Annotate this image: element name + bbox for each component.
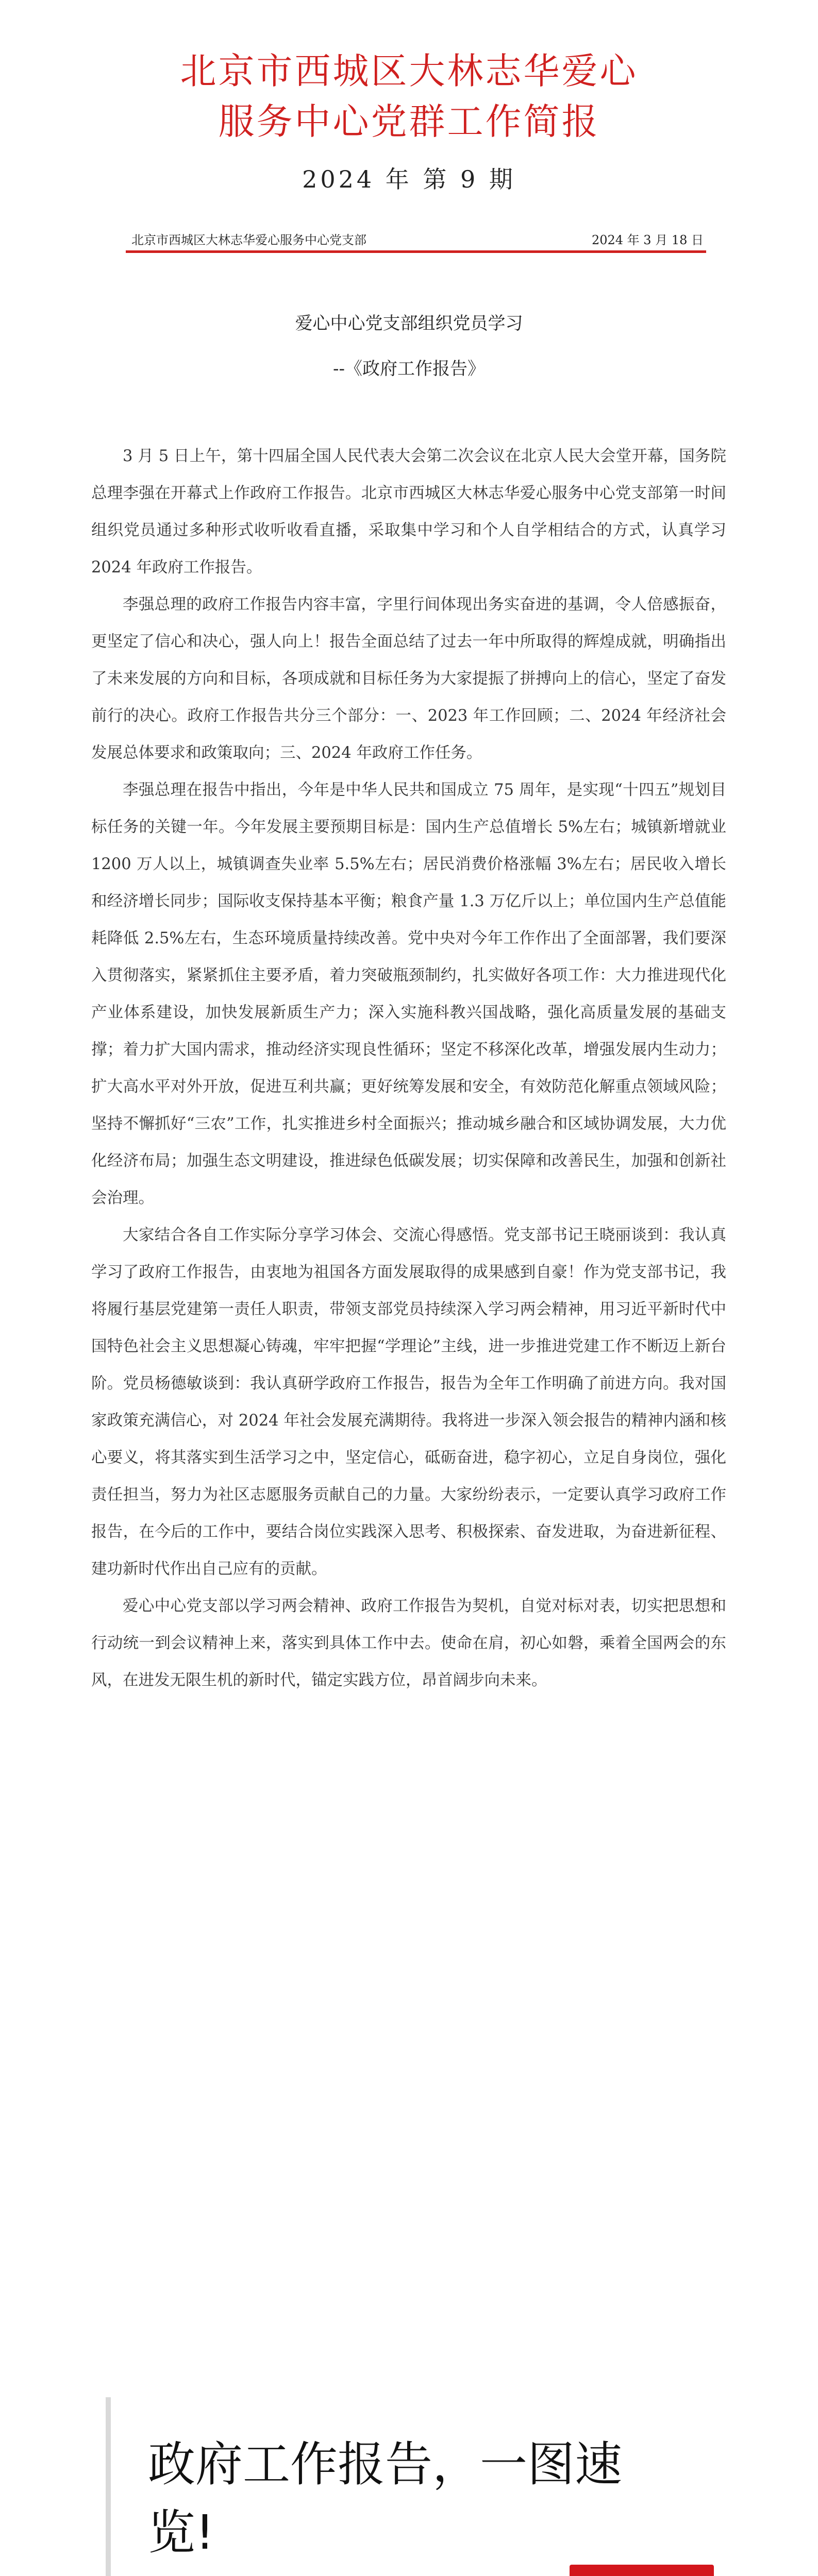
article-title: 爱心中心党支部组织党员学习: [295, 313, 523, 334]
masthead-title-line1: 北京市西城区大林志华爱心: [180, 50, 638, 92]
article-paragraph: 大家结合各自工作实际分享学习体会、交流心得感悟。党支部书记王晓丽谈到：我认真学习了政府工作报告，由衷地为祖国各方面发展取得的成果感到自豪！作为党支部书记，我将履行基层党建第一责任人职责，带领支部党员持续深入学习两会精神，用习近平新时代中国特色社会主义思想凝心铸魂，牢牢把握“学理论”主线，进一步推进党建工作不断迈上新台阶。党员杨德敏谈到：我认真研学政府工作报告，报告为全年工作明确了前进方向。我对国家政策充满信心，对 2024 年社会发展充满期待。我将进一步深入领会报告的精神内涵和核心要义，将其落实到生活学习之中，坚定信心，砥砺奋进，稳字初心，立足自身岗位，强化责任担当，努力为社区志愿服务贡献自己的力量。大家纷纷表示，一定要认真学习政府工作报告，在今后的工作中，要结合岗位实践深入思考、积极探索、奋发进取，为奋进新征程、建功新时代作出自己应有的贡献。: [91, 1226, 726, 1578]
article-paragraph: 李强总理在报告中指出，今年是中华人民共和国成立 75 周年，是实现“十四五”规划目标任务的关键一年。今年发展主要预期目标是：国内生产总值增长 5%左右；城镇新增就业 1200 万人以上，城镇调查失业率 5.5%左右；居民消费价格涨幅 3%左右；居民收入增长和经济增长同步；国际收支保持基本平衡；粮食产量 1.3 万亿斤以上；单位国内生产总值能耗降低 2.5%左右，生态环境质量持续改善。党中央对今年工作作出了全面部署，我们要深入贯彻落实，紧紧抓住主要矛盾，着力突破瓶颈制约，扎实做好各项工作：大力推进现代化产业体系建设，加快发展新质生产力；深入实施科教兴国战略，强化高质量发展的基础支撑；着力扩大国内需求，推动经济实现良性循环；坚定不移深化改革，增强发展内生动力；扩大高水平对外开放，促进互利共赢；更好统筹发展和安全，有效防范化解重点领域风险；坚持不懈抓好“三农”工作，扎实推进乡村全面振兴；推动城乡融合和区域协调发展，大力优化经济布局；加强生态文明建设，推进绿色低碳发展；切实保障和改善民生，加强和创新社会治理。: [91, 781, 726, 1207]
article-paragraph: 爱心中心党支部以学习两会精神、政府工作报告为契机，自觉对标对表，切实把思想和行动统一到会议精神上来，落实到具体工作中去。使命在肩，初心如磐，乘着全国两会的东风，在进发无限生机的新时代，锚定实践方位，昂首阔步向未来。: [91, 1597, 726, 1689]
issuing-organization: 北京市西城区大林志华爱心服务中心党支部: [131, 233, 366, 247]
article-paragraph: 李强总理的政府工作报告内容丰富，字里行间体现出务实奋进的基调，令人倍感振奋，更坚定了信心和决心，强人向上！报告全面总结了过去一年中所取得的辉煌成就，明确指出了未来发展的方向和目标，各项成就和目标任务为大家提振了拼搏向上的信心，坚定了奋发前行的决心。政府工作报告共分三个部分：一、2023 年工作回顾；二、2024 年经济社会发展总体要求和政策取向；三、2024 年政府工作任务。: [91, 596, 726, 762]
two-sessions-badge: [570, 2565, 714, 2576]
issue-number: 2024 年 第 9 期: [302, 165, 516, 193]
masthead-red-rule: [126, 250, 706, 253]
article-paragraph: 3 月 5 日上午，第十四届全国人民代表大会第二次会议在北京人民大会堂开幕，国务院总理李强在开幕式上作政府工作报告。北京市西城区大林志华爱心服务中心党支部第一时间组织党员通过多种形式收听收看直播，采取集中学习和个人自学相结合的方式，认真学习 2024 年政府工作报告。: [91, 447, 726, 577]
article-subtitle: --《政府工作报告》: [333, 359, 485, 379]
infographic-headline: 政府工作报告，一图速览!: [148, 2437, 623, 2560]
issue-date: 2024 年 3 月 18 日: [591, 233, 704, 247]
article-body: [91, 438, 726, 1699]
masthead-title-line2: 服务中心党群工作简报: [218, 100, 600, 143]
infographic-side-bar: [106, 2397, 111, 2576]
infographic-cover: [106, 2369, 714, 2576]
